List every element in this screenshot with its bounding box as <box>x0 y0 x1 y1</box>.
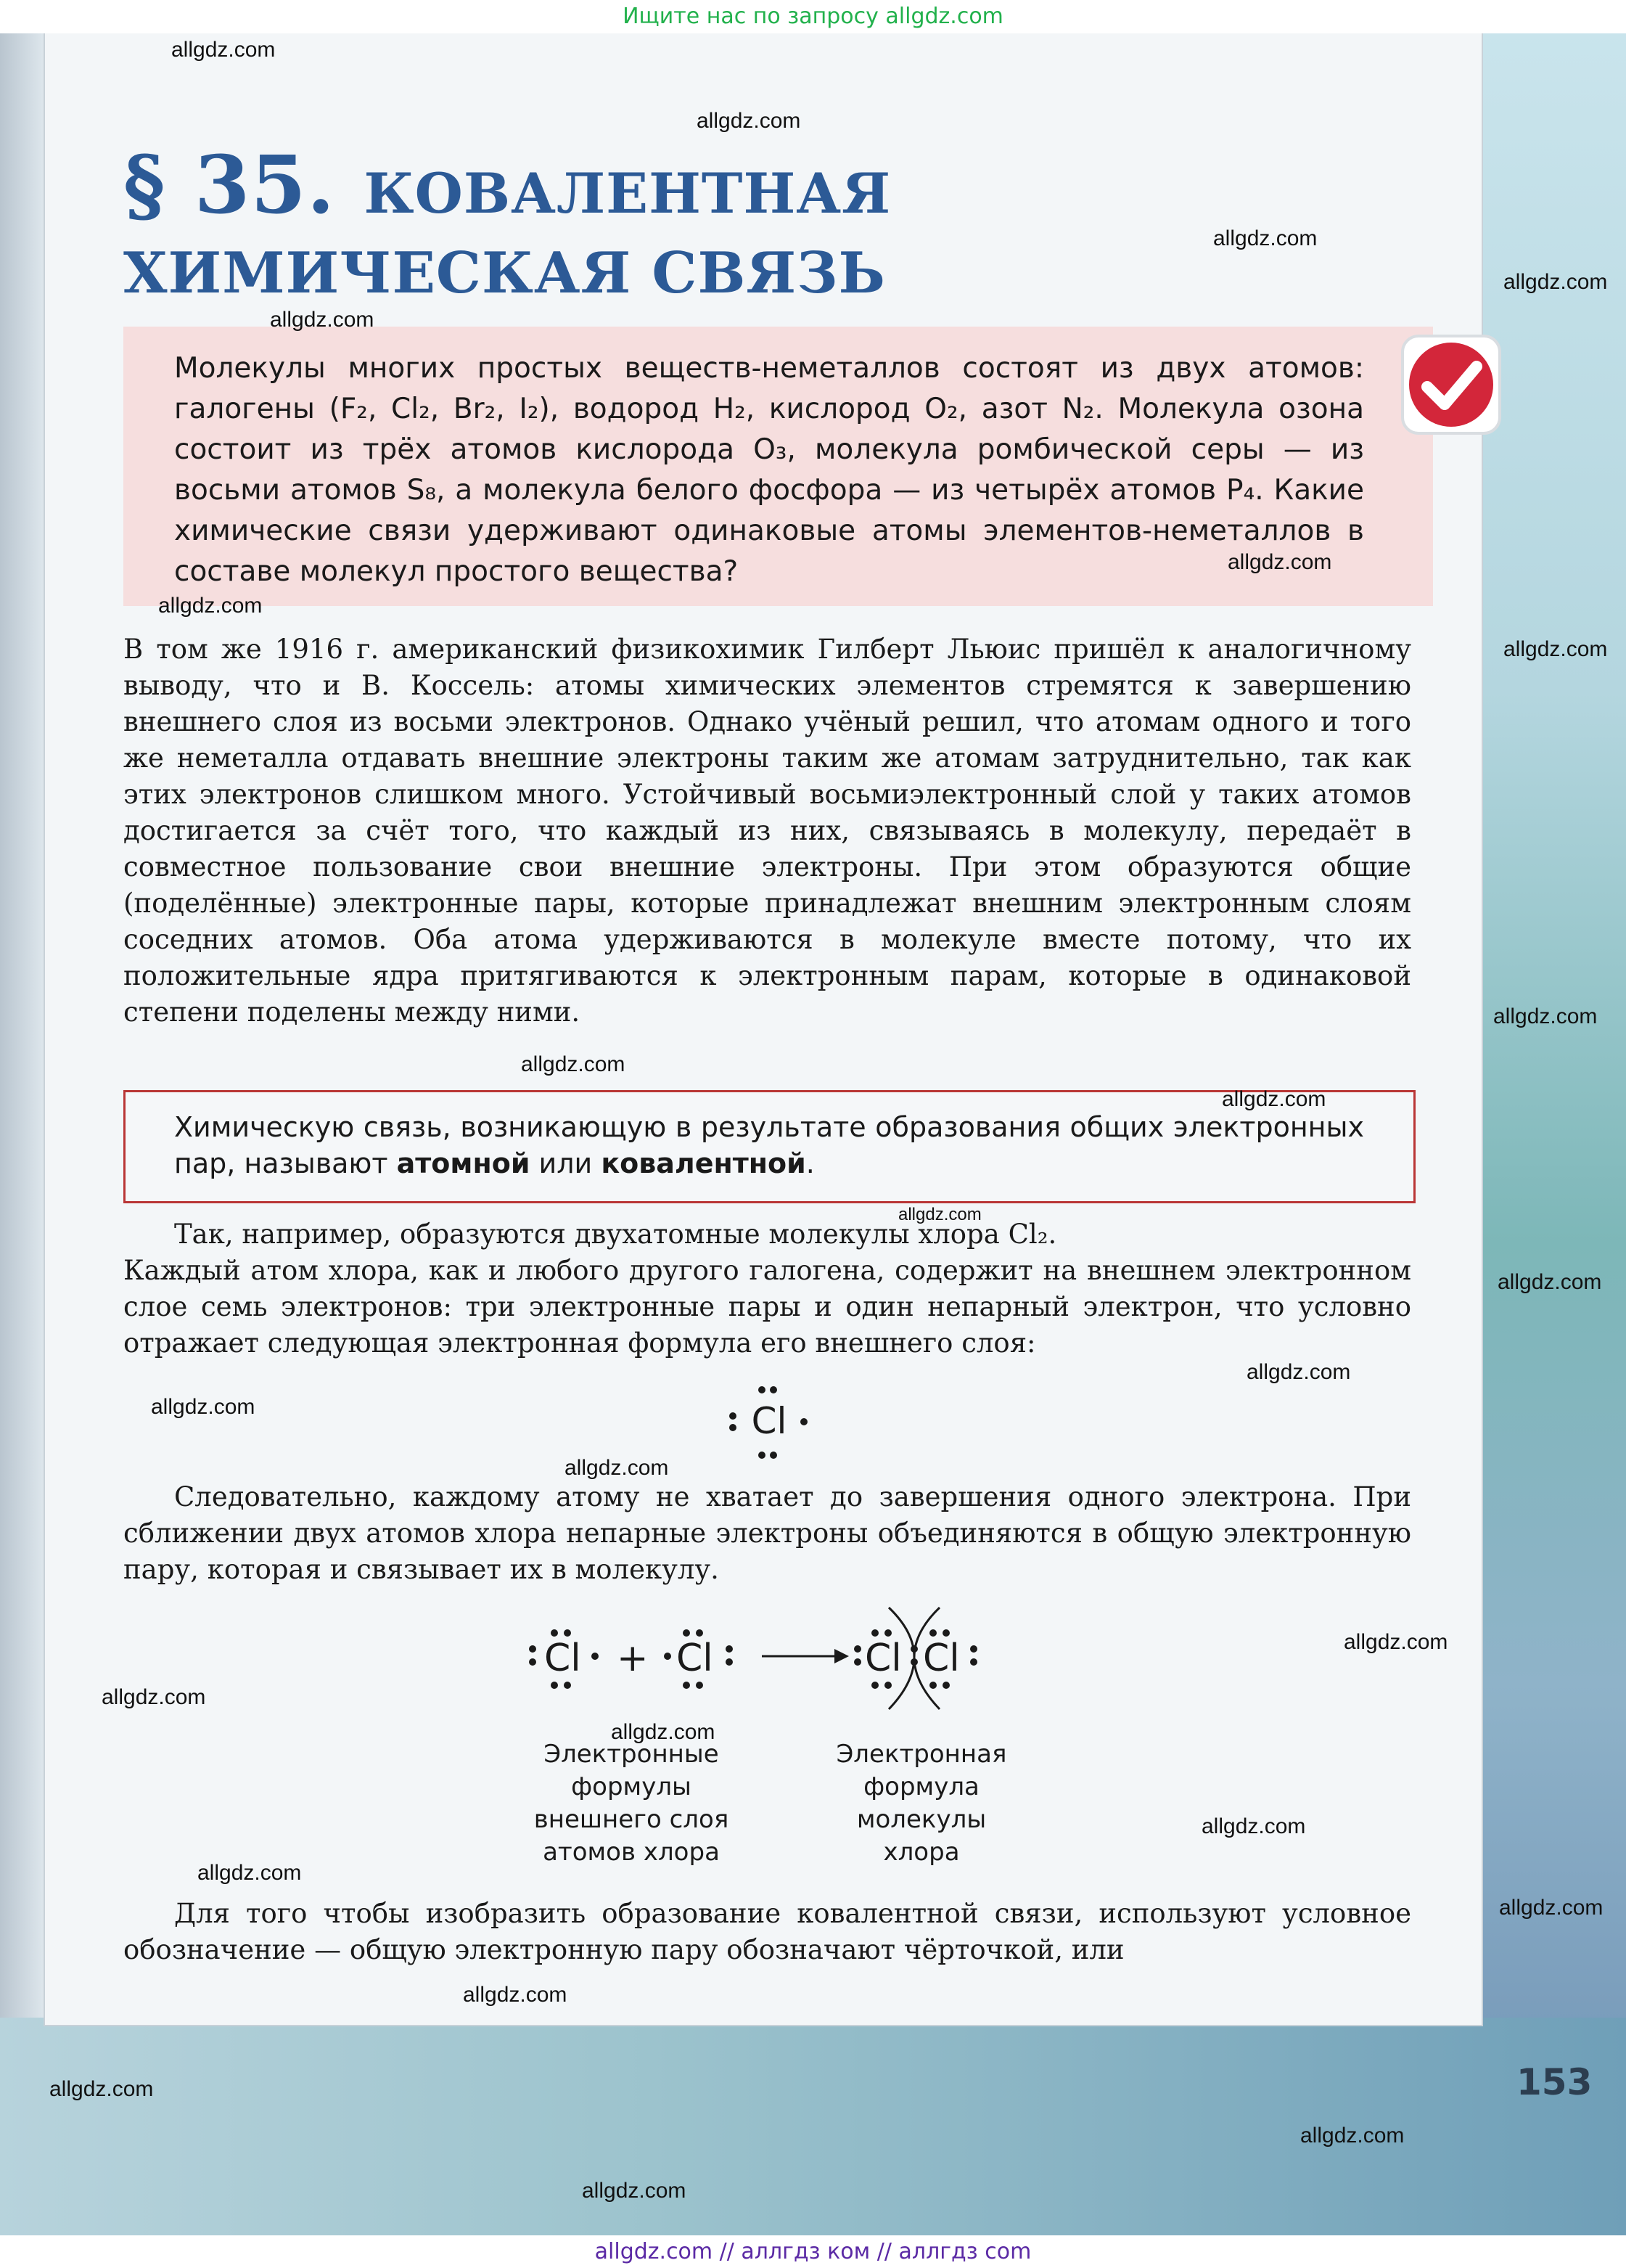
watermark: allgdz.com <box>1344 1630 1448 1654</box>
atom-symbol: Cl <box>751 1400 787 1442</box>
chlorine-bond-formation-equation <box>522 1604 1016 1713</box>
watermark: allgdz.com <box>102 1685 206 1709</box>
atom-right-symbol: Cl <box>676 1637 713 1680</box>
paragraph-chlorine-line1: Так, например, образуются двухатомные молекулы хлора Cl₂. <box>174 1219 1057 1250</box>
checkmark-icon <box>1397 330 1506 439</box>
top-banner[interactable]: Ищите нас по запросу allgdz.com <box>0 0 1626 33</box>
paragraph-electron-pair <box>123 1479 1411 1588</box>
title-line-2: ХИМИЧЕСКАЯ СВЯЗЬ <box>123 240 886 306</box>
watermark: allgdz.com <box>521 1052 625 1076</box>
term-atomic: атомной <box>396 1147 530 1179</box>
intro-question-text: Молекулы многих простых веществ-неметаллов состоят из двух атомов: галогены (F₂, Cl₂, Br₂, I₂), водород H₂, кислород O₂, азот N₂. Молекула озона состоит из трёх атомов кислорода O₃, молекула ромбической серы — из восьми атомов S₈, а молекула белого фосфора — из четырёх атомов P₄. Какие химические связи удерживают одинаковые атомы элементов-неметаллов в составе молекул простого вещества? <box>174 352 1364 588</box>
paragraph-bond-notation-text: Для того чтобы изобразить образование ковалентной связи, используют условное обозначение — общую электронную пару обозначают чёрточкой, или <box>123 1898 1411 1965</box>
title-line-1 <box>123 138 1212 237</box>
plus-sign: + <box>617 1637 649 1680</box>
paragraph-lewis: В том же 1916 г. американский физикохимик Гилберт Льюис пришёл к аналогичному выводу, что и В. Коссель: атомы химических элементов стремятся к завершению внешнего слоя из восьми электронов. Однако учёный решил, что атомам одного и того же неметалла отдавать внешние электроны таким же атомам затруднительно, так как этих электронов слишком много. Устойчивый восьмиэлектронный слой у таких атомов достигается за счёт того, что каждый из них, связываясь в молекулу, передаёт в совместное пользование свои внешние электроны. При этом образуются общие (поделённые) электронные пары, которые принадлежат внешним электронным слоям соседних атомов. Оба атома удерживаются в молекуле вместе потому, что их положительные ядра притягиваются к электронным парам, которые в одинаковой степени поделены между ними. <box>123 634 1411 1028</box>
watermark: allgdz.com <box>1247 1360 1351 1384</box>
watermark: allgdz.com <box>1493 1004 1598 1028</box>
watermark: allgdz.com <box>1228 550 1332 574</box>
definition-start: Химическую связь, возникающую в результате образования общих электронных пар, называют <box>174 1111 1364 1179</box>
molecule-atom-1: Cl <box>865 1637 902 1680</box>
caption-molecule: Электронная формула молекулы хлора <box>836 1740 1007 1867</box>
atom-left-symbol: Cl <box>544 1637 581 1680</box>
watermark: allgdz.com <box>1222 1087 1326 1111</box>
watermark: allgdz.com <box>1498 1270 1602 1294</box>
watermark: allgdz.com <box>582 2179 686 2203</box>
page-binding-shadow <box>0 29 44 2032</box>
definition-text <box>174 1109 1364 1182</box>
watermark: allgdz.com <box>611 1720 715 1744</box>
watermark: allgdz.com <box>171 38 276 62</box>
paragraph-chlorine-rest: Каждый атом хлора, как и любого другого галогена, содержит на внешнем электронном слое семь электронов: три электронные пары и один непарный электрон, что условно отражает следующая электронная формула его внешнего слоя: <box>123 1255 1411 1359</box>
page-number: 153 <box>1516 2061 1593 2103</box>
watermark: allgdz.com <box>151 1395 255 1419</box>
watermark: allgdz.com <box>270 308 374 332</box>
watermark: allgdz.com <box>898 1205 982 1224</box>
watermark: allgdz.com <box>463 1983 567 2007</box>
chlorine-atom-electron-formula <box>726 1383 813 1462</box>
watermark: allgdz.com <box>1202 1814 1306 1838</box>
watermark: allgdz.com <box>1503 270 1608 294</box>
paragraph-bond-notation <box>123 1896 1411 1968</box>
watermark: allgdz.com <box>197 1861 302 1885</box>
bottom-banner[interactable]: allgdz.com // аллгдз ком // аллгдз com <box>0 2235 1626 2268</box>
molecule-atom-2: Cl <box>923 1637 960 1680</box>
watermark: allgdz.com <box>1503 637 1608 661</box>
definition-or: или <box>530 1147 601 1179</box>
caption-atoms: Электронные формулы внешнего слоя атомов хлора <box>533 1740 729 1867</box>
paragraph-electron-pair-text: Следовательно, каждому атому не хватает до завершения одного электрона. При сближении двух атомов хлора непарные электроны объединяются в общую электронную пару, которая и связывает их в молекулу. <box>123 1481 1411 1585</box>
watermark: allgdz.com <box>49 2077 154 2101</box>
term-covalent: ковалентной <box>601 1147 806 1179</box>
title-word-1: КОВАЛЕНТНАЯ <box>364 161 892 226</box>
watermark: allgdz.com <box>697 109 801 133</box>
definition-end: . <box>805 1147 815 1179</box>
watermark: allgdz.com <box>1499 1896 1604 1920</box>
watermark: allgdz.com <box>1300 2124 1405 2148</box>
page-title <box>123 138 1212 310</box>
section-number: § 35. <box>123 138 336 232</box>
paragraph-chlorine <box>123 1216 1411 1362</box>
watermark: allgdz.com <box>564 1456 669 1480</box>
watermark: allgdz.com <box>158 594 263 618</box>
watermark: allgdz.com <box>1213 226 1318 250</box>
